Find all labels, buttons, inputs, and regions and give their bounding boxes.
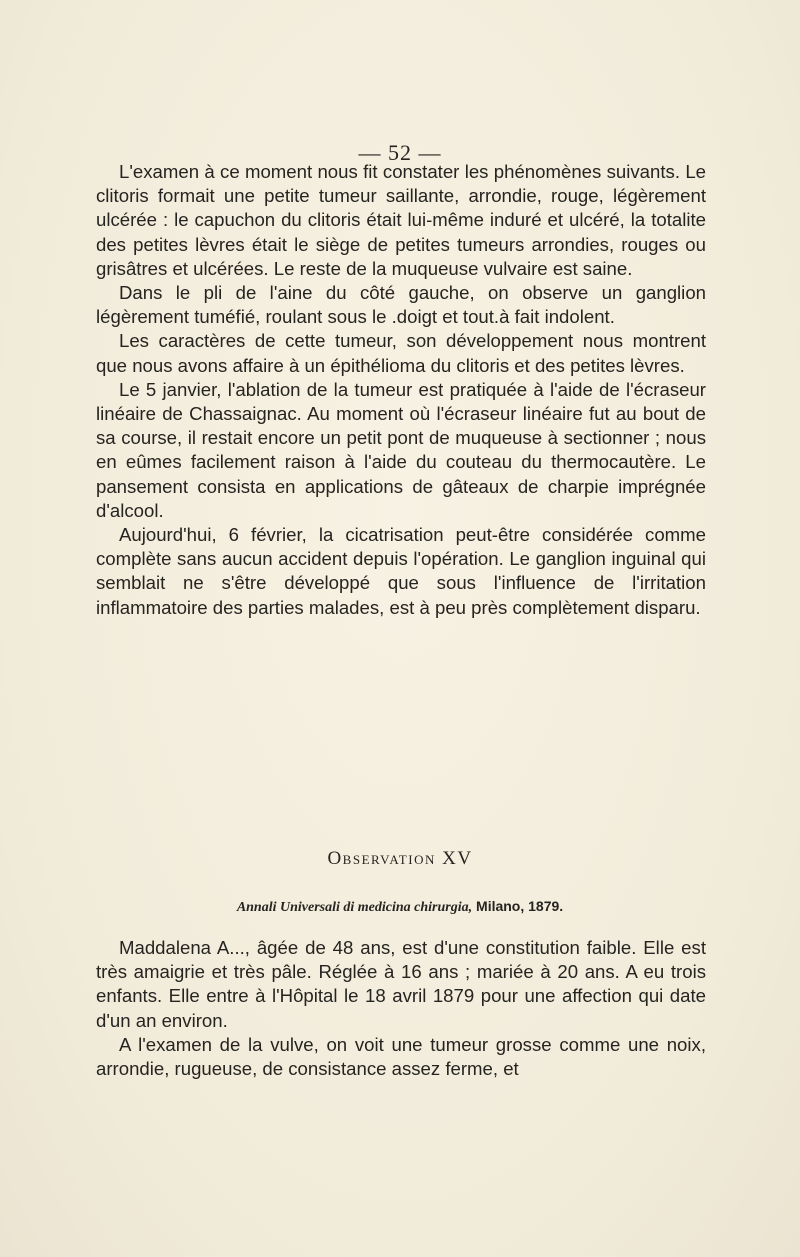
- observation-heading: Observation XV: [327, 848, 473, 869]
- paragraph-follow-up: Aujourd'hui, 6 février, la cicatrisation peut-être considérée comme complète sans aucun accident depuis l'opération. Le ganglion inguinal qui semblait ne s'être développé que sous l'influence de l'irritation inflammatoire des parties malades, est à peu près complètement disparu.: [96, 524, 706, 618]
- paragraph-ablation: Le 5 janvier, l'ablation de la tumeur est pratiquée à l'aide de l'écraseur linéaire de Chassaignac. Au moment où l'écraseur linéaire fut au bout de sa course, il restait encore un petit pont de muqueuse à sectionner ; nous en eûmes facilement raison à l'aide du couteau du thermocautère. Le pansement consista en applications de gâteaux de charpie imprégnée d'alcool.: [96, 378, 706, 521]
- page-number: — 52 —: [358, 140, 442, 165]
- case-narrative-top: [96, 160, 706, 620]
- case-narrative-bottom: [96, 936, 706, 1081]
- paragraph-examination: L'examen à ce moment nous fit constater les phénomènes suivants. Le clitoris formait une petite tumeur saillante, arrondie, rouge, légèrement ulcérée : le capuchon du clitoris était lui-même induré et ulcéré, la totalite des petites lèvres était le siège de petites tumeurs arrondies, rouges ou grisâtres et ulcérées. Le reste de la muqueuse vulvaire est saine.: [96, 161, 706, 279]
- paragraph-patient-history: Maddalena A..., âgée de 48 ans, est d'une constitution faible. Elle est très amaigrie et très pâle. Réglée à 16 ans ; mariée à 20 ans. A eu trois enfants. Elle entre à l'Hôpital le 18 avril 1879 pour une affection qui date d'un an environ.: [96, 937, 706, 1031]
- citation-journal: Annali Universali di medicina chirurgia,: [236, 900, 473, 915]
- paragraph-vulva-exam: A l'examen de la vulve, on voit une tumeur grosse comme une noix, arrondie, rugueuse, de consistance assez ferme, et: [96, 1033, 706, 1080]
- source-citation: [0, 898, 800, 916]
- citation-place-year: Milano, 1879.: [476, 898, 564, 914]
- paragraph-diagnosis: Les caractères de cette tumeur, son développement nous montrent que nous avons affaire à un épithélioma du clitoris et des petites lèvres.: [96, 330, 706, 376]
- paragraph-ganglion: Dans le pli de l'aine du côté gauche, on observe un ganglion légèrement tuméfié, roulant sous le .doigt et tout.à fait indolent.: [96, 282, 706, 328]
